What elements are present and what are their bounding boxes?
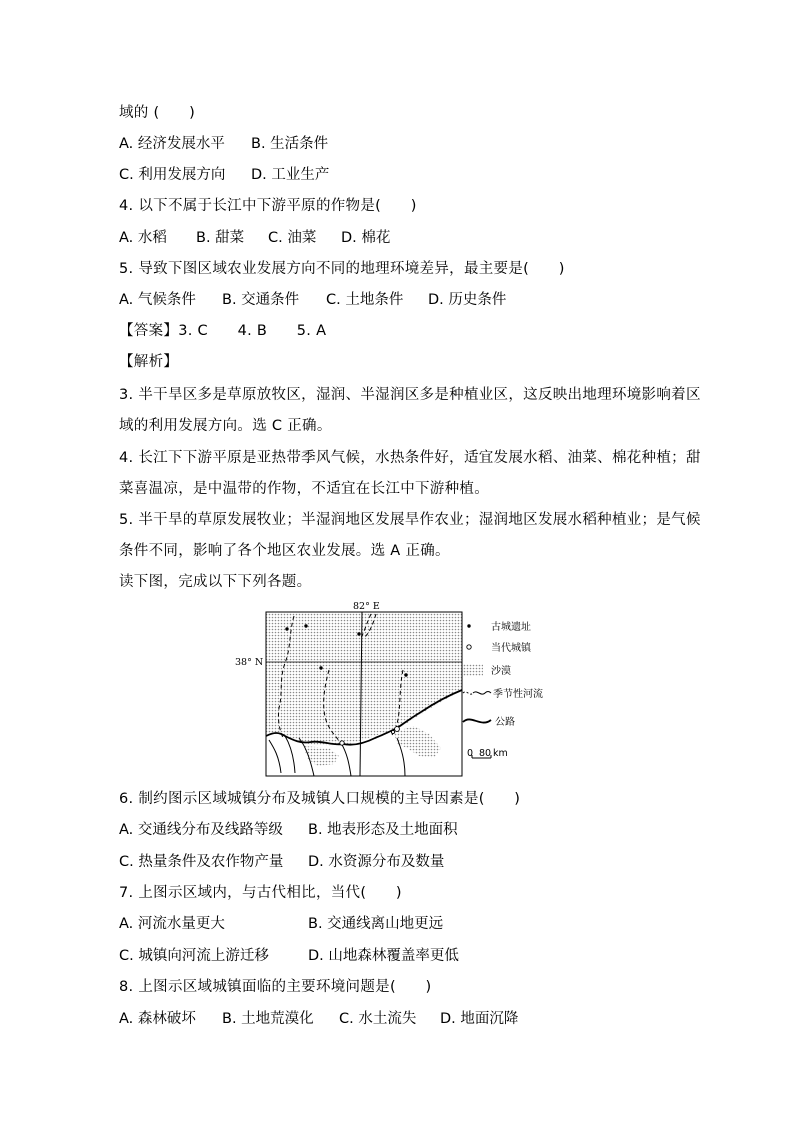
q6-option-c: C. 热量条件及农作物产量 — [119, 854, 284, 870]
scale-zero: 0 — [467, 748, 474, 759]
q4-option-a: A. 水稻 — [119, 230, 167, 246]
question-6: 6. 制约图示区域城镇分布及城镇人口规模的主导因素是( ) — [119, 791, 521, 807]
answer-line: 【答案】3. C 4. B 5. A — [119, 323, 327, 339]
q3-option-b: B. 生活条件 — [251, 136, 329, 152]
q4-option-c: C. 油菜 — [268, 230, 317, 246]
q8-option-d: D. 地面沉降 — [440, 1011, 519, 1027]
legend-road: 公路 — [495, 717, 515, 728]
region-map — [229, 598, 569, 780]
legend-desert: 沙漠 — [491, 666, 511, 677]
q5-option-d: D. 历史条件 — [428, 292, 507, 308]
explanation-3-line-1: 3. 半干旱区多是草原放牧区，湿润、半湿润区多是种植业区，这反映出地理环境影响着区 — [119, 387, 701, 403]
q8-option-b: B. 土地荒漠化 — [222, 1011, 314, 1027]
explanation-5-line-2: 条件不同，影响了各个地区农业发展。选 A 正确。 — [119, 543, 450, 559]
question-8: 8. 上图示区域城镇面临的主要环境问题是( ) — [119, 979, 432, 995]
legend-ancient-city-symbol — [467, 624, 470, 627]
legend-seasonal-dashed — [463, 692, 473, 694]
legend-ancient-city: 古城遗址 — [491, 622, 531, 633]
q5-option-b: B. 交通条件 — [222, 292, 300, 308]
q8-option-c: C. 水土流失 — [339, 1011, 417, 1027]
question-4: 4. 以下不属于长江中下游平原的作物是( ) — [119, 198, 417, 214]
longitude-label: 82° E — [353, 601, 380, 612]
explanation-3-line-2: 域的利用发展方向。选 C 正确。 — [119, 418, 332, 434]
scale-unit: km — [493, 748, 508, 759]
q8-option-a: A. 森林破坏 — [119, 1011, 196, 1027]
q6-option-a: A. 交通线分布及线路等级 — [119, 822, 283, 838]
analysis-heading: 【解析】 — [119, 354, 179, 370]
q3-option-c: C. 利用发展方向 — [119, 167, 226, 183]
explanation-4-line-1: 4. 长江下下游平原是亚热带季风气候，水热条件好，适宜发展水稻、油菜、棉花种植；甜 — [119, 450, 701, 466]
explanation-5-line-1: 5. 半干旱的草原发展牧业；半湿润地区发展旱作农业；湿润地区发展水稻种植业；是气候 — [119, 512, 701, 528]
q3-option-a: A. 经济发展水平 — [119, 136, 225, 152]
q7-option-d: D. 山地森林覆盖率更低 — [308, 948, 459, 964]
read-figure-instruction: 读下图，完成以下下列各题。 — [119, 574, 312, 590]
q6-option-d: D. 水资源分布及数量 — [308, 854, 445, 870]
question-7: 7. 上图示区域内，与古代相比，当代( ) — [119, 885, 402, 901]
q6-option-b: B. 地表形态及土地面积 — [308, 822, 458, 838]
question-5: 5. 导致下图区域农业发展方向不同的地理环境差异，最主要是( ) — [119, 261, 565, 277]
explanation-4-line-2: 菜喜温凉，是中温带的作物，不适宜在长江中下游种植。 — [119, 481, 489, 497]
q7-option-c: C. 城镇向河流上游迁移 — [119, 948, 269, 964]
map-legend — [463, 620, 543, 759]
legend-modern-town: 当代城镇 — [491, 643, 531, 654]
q4-option-d: D. 棉花 — [341, 230, 391, 246]
legend-seasonal-solid — [473, 692, 491, 695]
q7-option-b: B. 交通线离山地更远 — [308, 916, 444, 932]
legend-modern-town-symbol — [467, 645, 471, 649]
q7-option-a: A. 河流水量更大 — [119, 916, 225, 932]
q5-option-c: C. 土地条件 — [326, 292, 404, 308]
legend-road-symbol — [463, 719, 491, 722]
legend-seasonal-river: 季节性河流 — [493, 689, 543, 700]
scale-distance: 80 — [479, 748, 492, 759]
q5-option-a: A. 气候条件 — [119, 292, 196, 308]
q4-option-b: B. 甜菜 — [196, 230, 245, 246]
q3-option-d: D. 工业生产 — [251, 167, 330, 183]
legend-desert-swatch — [463, 664, 483, 676]
question-3-stem-end: 域的 ( ) — [119, 105, 196, 121]
latitude-label: 38° N — [235, 657, 264, 668]
